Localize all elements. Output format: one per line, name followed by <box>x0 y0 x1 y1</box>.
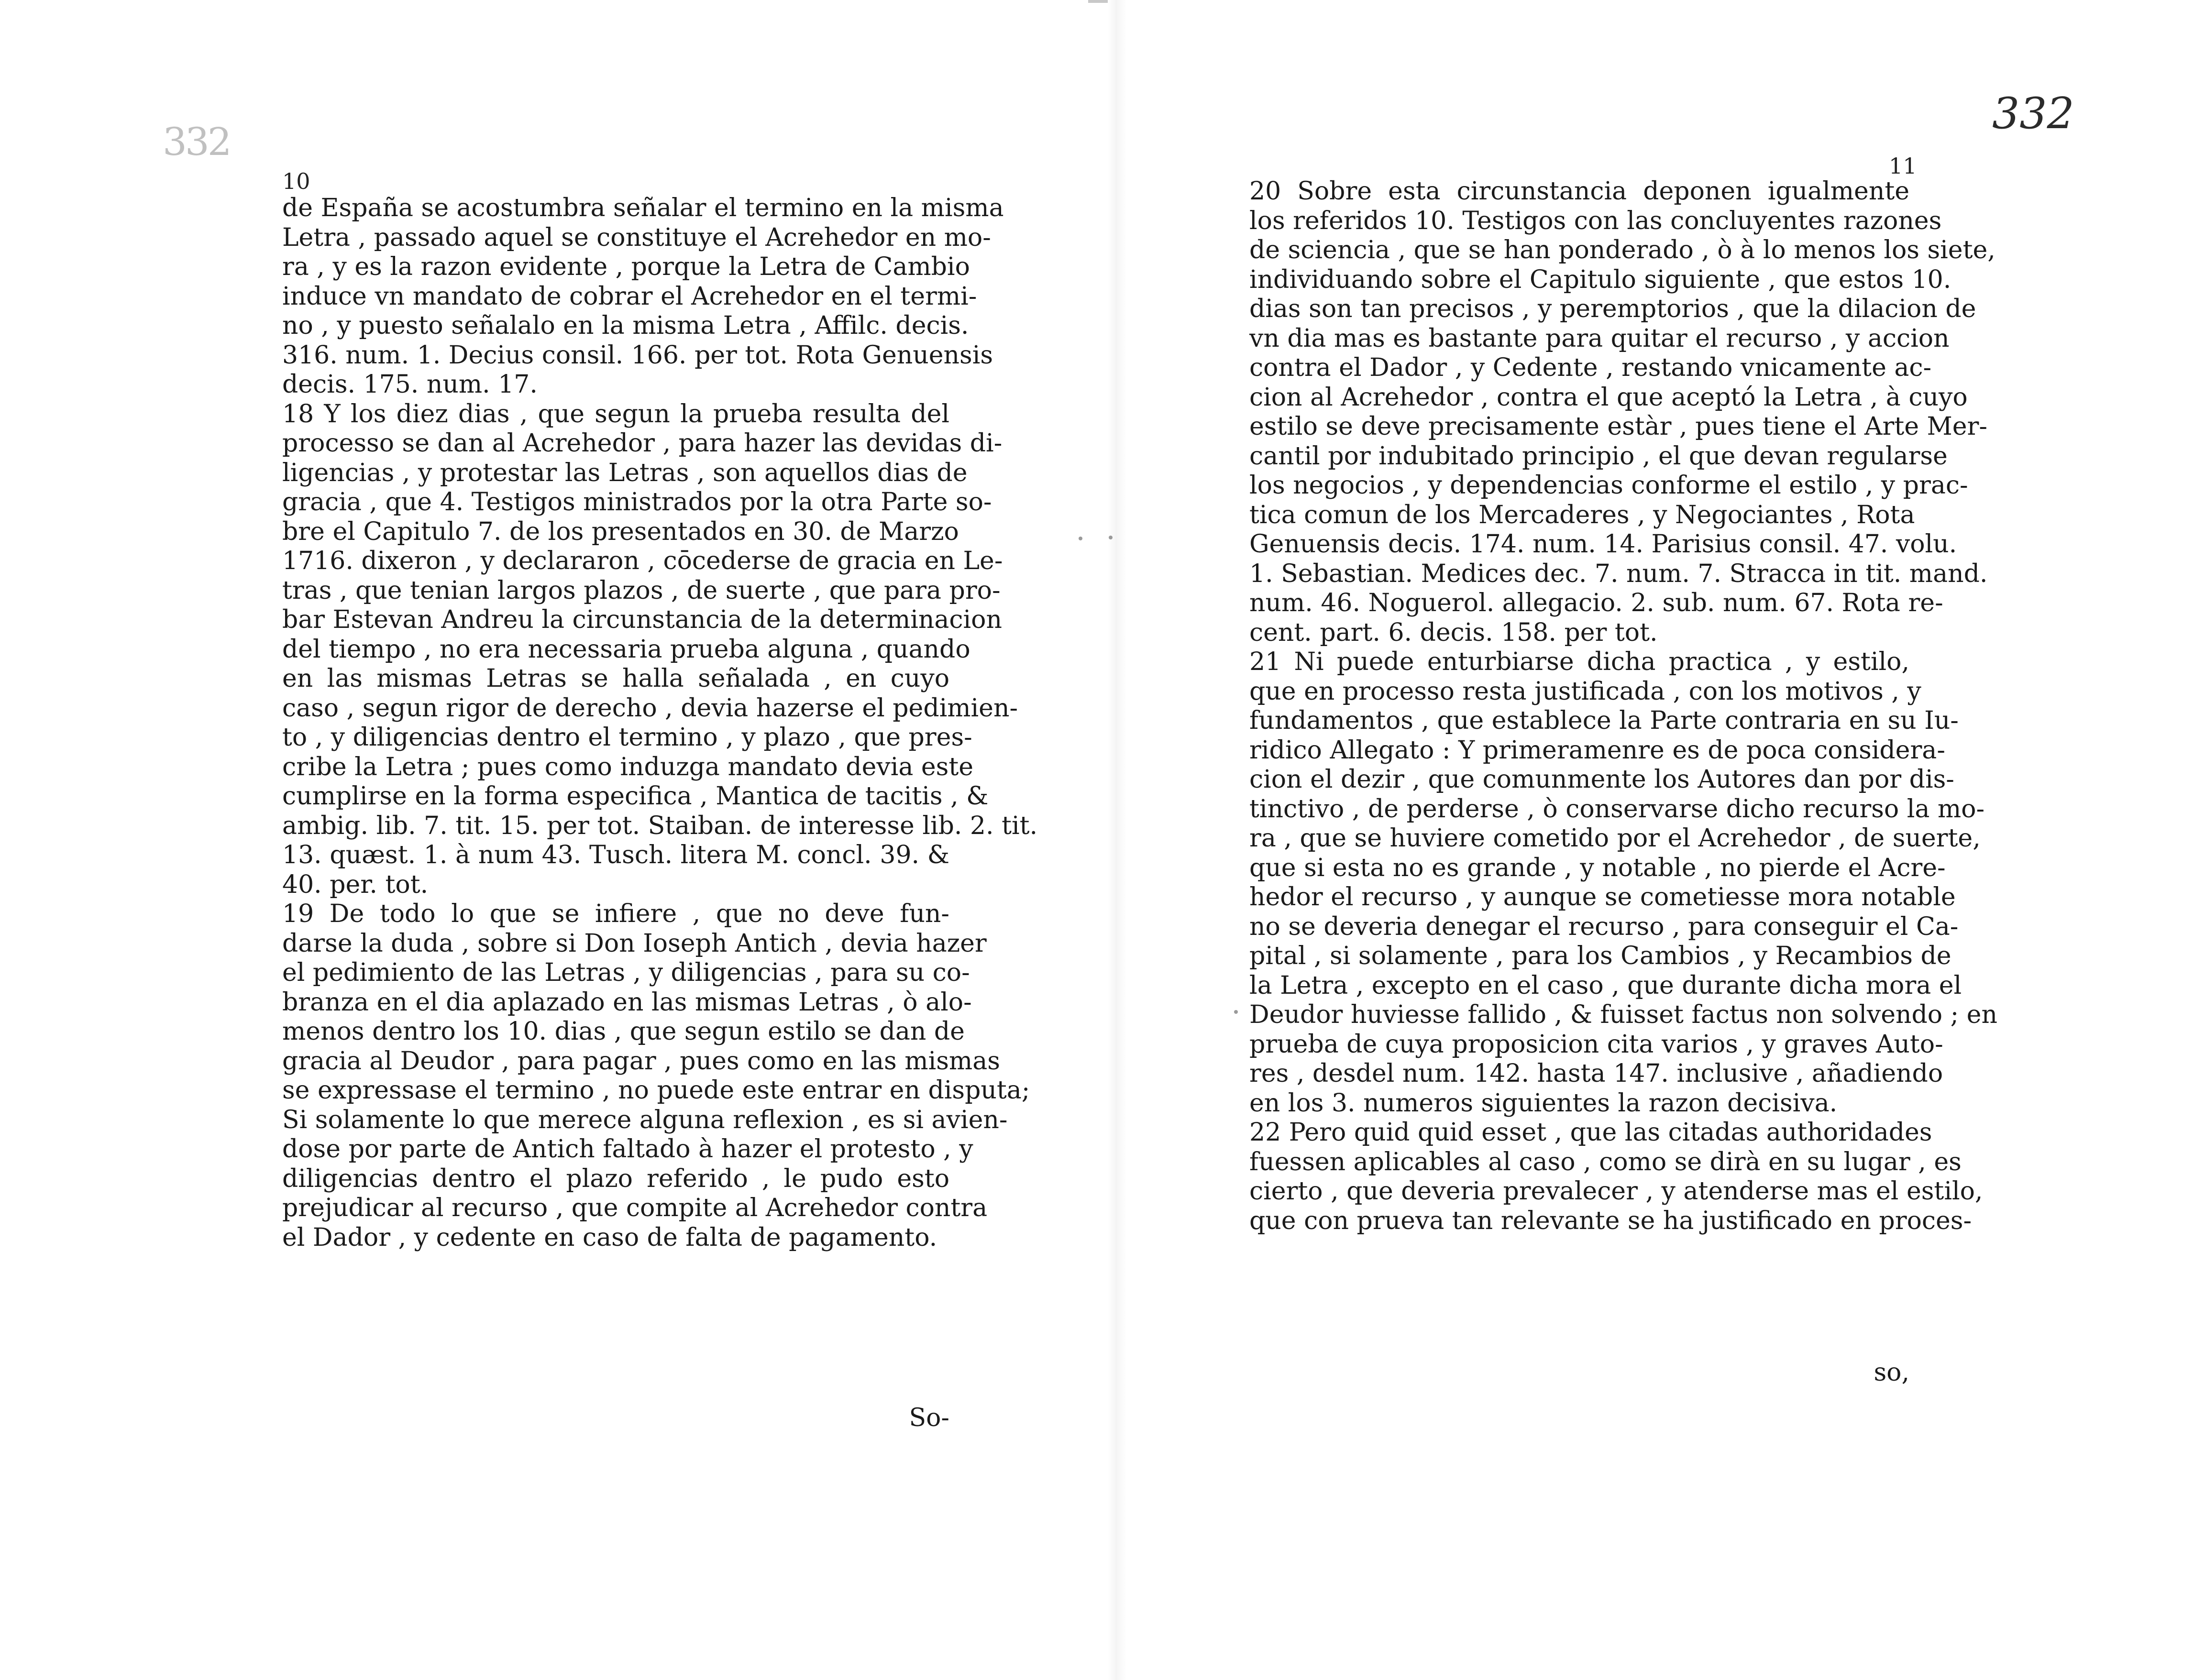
text-line: en los 3. numeros siguientes la razon decisiva. <box>1249 1088 1838 1118</box>
text-line: branza en el dia aplazado en las mismas Letras , ò alo- <box>282 988 972 1017</box>
text-line: num. 46. Noguerol. allegacio. 2. sub. num. 67. Rota re- <box>1249 589 1943 617</box>
text-line: processo se dan al Acrehedor , para hazer las devidas di- <box>282 429 1003 458</box>
text-line: caso , segun rigor de derecho , devia hazerse el pedimien- <box>282 693 1018 723</box>
text-line: vn dia mas es bastante para quitar el recurso , y accion <box>1249 324 1950 353</box>
text-line: prejudicar al recurso , que compite al Acrehedor contra <box>282 1194 988 1222</box>
text-line: que si esta no es grande , y notable , no pierde el Acre- <box>1249 853 1946 882</box>
text-line: gracia , que 4. Testigos ministrados por la otra Parte so- <box>282 488 992 516</box>
text-line: res , desdel num. 142. hasta 147. inclusive , añadiendo <box>1249 1059 1943 1088</box>
text-line: tinctivo , de perderse , ò conservarse dicho recurso la mo- <box>1249 794 1985 824</box>
text-line: la Letra , excepto en el caso , que durante dicha mora el <box>1249 971 1962 1000</box>
gutter <box>1108 0 1127 1680</box>
text-line: los referidos 10. Testigos con las concluyentes razones <box>1249 206 1942 235</box>
text-line: en las mismas Letras se halla señalada , en cuyo <box>282 664 949 693</box>
text-line: ridico Allegato : Y primeramenre es de poca considera- <box>1249 736 1945 765</box>
text-line: no , y puesto señalalo en la misma Letra , Affilc. decis. <box>282 311 969 340</box>
text-line: cumplirse en la forma especifica , Mantica de tacitis , & <box>282 782 989 811</box>
text-line: cent. part. 6. decis. 158. per tot. <box>1249 618 1658 647</box>
text-line: dose por parte de Antich faltado à hazer el protesto , y <box>282 1135 973 1164</box>
text-line: cantil por indubitado principio , el que devan regularse <box>1249 441 1948 471</box>
text-line: fundamentos , que establece la Parte contraria en su Iu- <box>1249 706 1959 735</box>
text-line: induce vn mandato de cobrar el Acrehedor en el termi- <box>282 282 977 311</box>
text-line: no se deveria denegar el recurso , para conseguir el Ca- <box>1249 912 1959 941</box>
text-line: gracia al Deudor , para pagar , pues como en las mismas <box>282 1046 1000 1076</box>
text-line: Si solamente lo que merece alguna reflexion , es si avien- <box>282 1105 1008 1134</box>
text-line: que con prueva tan relevante se ha justificado en proces- <box>1249 1206 1972 1235</box>
page-number: 11 <box>1889 153 1917 179</box>
text-line: el pedimiento de las Letras , y diligencias , para su co- <box>282 958 970 987</box>
text-line: 22 Pero quid quid esset , que las citadas authoridades <box>1249 1118 1932 1147</box>
text-line: 316. num. 1. Decius consil. 166. per tot. Rota Genuensis <box>282 340 993 370</box>
text-line: to , y diligencias dentro el termino , y plazo , que pres- <box>282 723 972 752</box>
text-line: que en processo resta justificada , con los motivos , y <box>1249 677 1921 706</box>
text-line: menos dentro los 10. dias , que segun estilo se dan de <box>282 1017 965 1046</box>
text-line: cion el dezir , que comunmente los Autores dan por dis- <box>1249 765 1954 794</box>
text-line: individuando sobre el Capitulo siguiente , que estos 10. <box>1249 265 1951 294</box>
gutter-dot <box>1109 536 1113 539</box>
text-line: los negocios , y dependencias conforme el estilo , y prac- <box>1249 471 1968 500</box>
text-line: bar Estevan Andreu la circunstancia de la determinacion <box>282 605 1002 634</box>
text-line: 40. per. tot. <box>282 870 429 899</box>
text-line: pital , si solamente , para los Cambios , y Recambios de <box>1249 942 1951 970</box>
margin-dot <box>1234 1010 1238 1014</box>
text-line: bre el Capitulo 7. de los presentados en 30. de Marzo <box>282 517 959 546</box>
text-line: diligencias dentro el plazo referido , le pudo esto <box>282 1164 949 1193</box>
text-line: dias son tan precisos , y peremptorios , que la dilacion de <box>1249 295 1976 323</box>
text-line: 19 De todo lo que se infiere , que no deve fun- <box>282 900 949 928</box>
text-line: ambig. lib. 7. tit. 15. per tot. Staiban. de interesse lib. 2. tit. <box>282 811 1038 840</box>
text-line: 21 Ni puede enturbiarse dicha practica , y estilo, <box>1249 648 1909 676</box>
text-line: Genuensis decis. 174. num. 14. Parisius consil. 47. volu. <box>1249 530 1957 559</box>
text-line: cion al Acrehedor , contra el que aceptó la Letra , à cuyo <box>1249 383 1968 412</box>
catchword: so, <box>1874 1358 1909 1387</box>
gutter-dot <box>1079 537 1082 540</box>
text-line: 1716. dixeron , y declararon , cōcederse de gracia en Le- <box>282 547 1003 575</box>
text-line: cierto , que deveria prevalecer , y atenderse mas el estilo, <box>1249 1177 1983 1206</box>
left-page-text <box>282 194 1038 1252</box>
text-line: de sciencia , que se han ponderado , ò à lo menos los siete, <box>1249 236 1996 264</box>
text-line: se expressase el termino , no puede este entrar en disputa; <box>282 1076 1030 1105</box>
text-line: fuessen aplicables al caso , como se dirà en su lugar , es <box>1249 1147 1962 1176</box>
text-line: estilo se deve precisamente estàr , pues tiene el Arte Mer- <box>1249 412 1987 441</box>
text-line: ligencias , y protestar las Letras , son aquellos dias de <box>282 458 968 487</box>
text-line: 13. quæst. 1. à num 43. Tusch. litera M. concl. 39. & <box>282 841 949 869</box>
text-line: el Dador , y cedente en caso de falta de pagamento. <box>282 1223 937 1252</box>
text-line: de España se acostumbra señalar el termino en la misma <box>282 194 1004 222</box>
text-line: darse la duda , sobre si Don Ioseph Antich , devia hazer <box>282 929 987 958</box>
text-line: del tiempo , no era necessaria prueba alguna , quando <box>282 635 970 664</box>
text-line: Letra , passado aquel se constituye el Acrehedor en mo- <box>282 223 991 252</box>
handwritten-folio-number: 332 <box>1992 88 2074 139</box>
text-line: decis. 175. num. 17. <box>282 370 538 399</box>
text-line: contra el Dador , y Cedente , restando vnicamente ac- <box>1249 353 1932 382</box>
text-line: 18 Y los diez dias , que segun la prueba resulta del <box>282 399 949 428</box>
page-number: 10 <box>282 168 310 194</box>
text-line: ra , que se huviere cometido por el Acrehedor , de suerte, <box>1249 824 1981 853</box>
text-line: Deudor huviesse fallido , & fuisset factus non solvendo ; en <box>1249 1000 1997 1029</box>
text-line: 20 Sobre esta circunstancia deponen igualmente <box>1249 177 1909 206</box>
text-line: hedor el recurso , y aunque se cometiesse mora notable <box>1249 883 1956 911</box>
catchword: So- <box>909 1404 949 1432</box>
faded-stamp-number: 332 <box>163 120 230 164</box>
text-line: tica comun de los Mercaderes , y Negociantes , Rota <box>1249 500 1915 529</box>
text-line: cribe la Letra ; pues como induzga mandato devia este <box>282 752 974 781</box>
text-line: ra , y es la razon evidente , porque la Letra de Cambio <box>282 253 970 281</box>
text-line: 1. Sebastian. Medices dec. 7. num. 7. Stracca in tit. mand. <box>1249 559 1988 588</box>
right-page-text <box>1249 177 1997 1236</box>
text-line: tras , que tenian largos plazos , de suerte , que para pro- <box>282 576 1001 605</box>
text-line: prueba de cuya proposicion cita varios , y graves Auto- <box>1249 1030 1943 1059</box>
